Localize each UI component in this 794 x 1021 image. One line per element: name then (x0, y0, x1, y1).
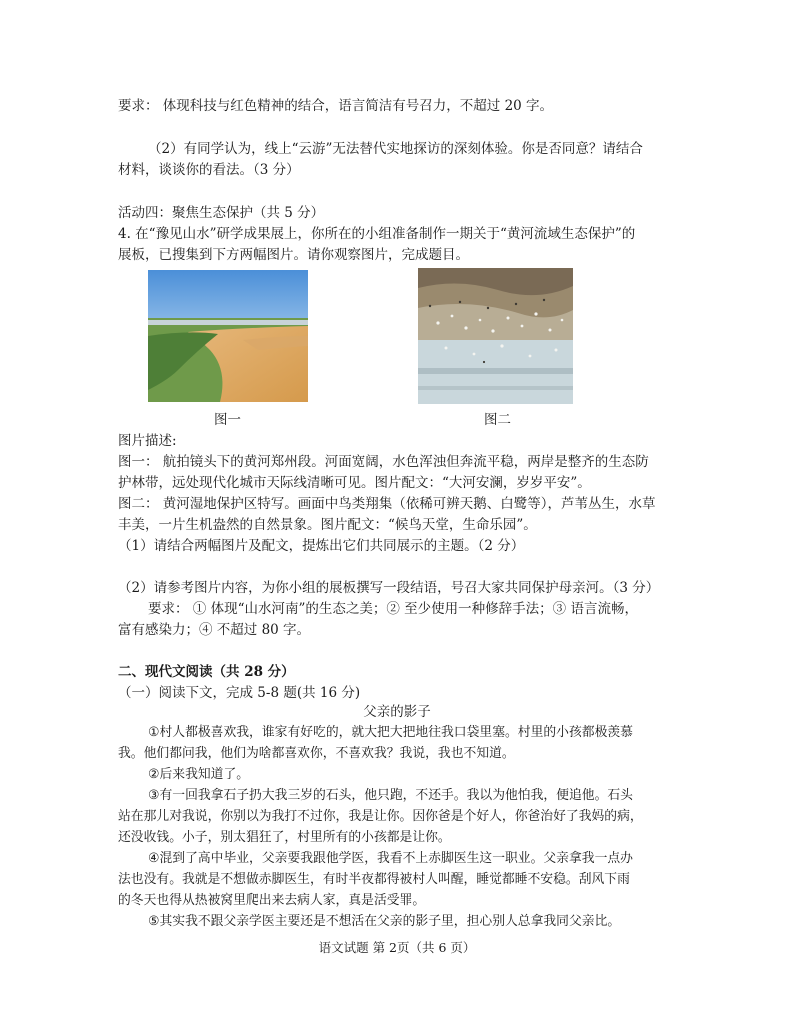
page-footer: 语文试题 第 2页（共 6 页） (318, 940, 476, 955)
question-line: （2）请参考图片内容，为你小组的展板撰写一段结语，号召大家共同保护母亲河。（3 分） (118, 580, 660, 596)
activity-heading: 活动四：聚焦生态保护（共 5 分） (118, 205, 325, 221)
description-heading: 图片描述: (118, 433, 177, 449)
article-paragraph: ③有一回我拿石子扔大我三岁的石头，他只跑，不还手。我以为他怕我，便追他。石头 (148, 788, 633, 803)
article-paragraph: 的冬天也得从热被窝里爬出来去病人家，真是活受罪。 (118, 893, 426, 908)
description-line: 图二： 黄河湿地保护区特写。画面中鸟类翔集（依稀可辨天鹅、白鹭等），芦苇丛生，水草 (118, 496, 656, 512)
article-paragraph: 还没收钱。小子，别太猖狂了，村里所有的小孩都是让你。 (118, 830, 451, 845)
description-line: 丰美，一片生机盎然的自然景象。图片配文：“候鸟天堂，生命乐园”。 (118, 517, 537, 533)
figure-1-image (148, 270, 308, 402)
subsection-heading: （一）阅读下文，完成 5-8 题(共 16 分) (118, 685, 361, 701)
question-line: 材料，谈谈你的看法。（3 分） (118, 162, 300, 178)
figure-2-caption: 图二 (484, 412, 511, 428)
question-line: （1）请结合两幅图片及配文，提炼出它们共同展示的主题。（2 分） (118, 538, 525, 554)
figure-1-caption: 图一 (214, 412, 241, 428)
article-paragraph: ①村人都极喜欢我，谁家有好吃的，就大把大把地往我口袋里塞。村里的小孩都极羡慕 (148, 725, 633, 740)
article-paragraph: 法也没有。我就是不想做赤脚医生，有时半夜都得被村人叫醒，睡觉都睡不安稳。刮风下雨 (118, 872, 630, 887)
article-paragraph: ②后来我知道了。 (148, 767, 250, 782)
description-line: 图一： 航拍镜头下的黄河郑州段。河面宽阔，水色浑浊但奔流平稳，两岸是整齐的生态防 (118, 454, 649, 470)
figure-2-image (418, 268, 573, 404)
description-line: 护林带，远处现代化城市天际线清晰可见。图片配文：“大河安澜，岁岁平安”。 (118, 475, 591, 491)
question-line: 4. 在“豫见山水”研学成果展上，你所在的小组准备制作一期关于“黄河流域生态保护”的 (118, 226, 636, 242)
question-line: （2）有同学认为，线上“云游”无法替代实地探访的深刻体验。你是否同意？请结合 (148, 141, 643, 157)
requirement-line: 要求： 体现科技与红色精神的结合，语言简洁有号召力，不超过 20 字。 (118, 98, 554, 114)
article-paragraph: 站在那儿对我说，你别以为我打不过你，我是让你。因你爸是个好人，你爸治好了我妈的病， (118, 809, 643, 824)
article-title: 父亲的影子 (363, 704, 431, 720)
section-heading: 二、现代文阅读（共 28 分） (118, 664, 295, 680)
question-line: 展板，已搜集到下方两幅图片。请你观察图片，完成题目。 (118, 247, 469, 263)
article-paragraph: 我。他们都问我，他们为啥都喜欢你，不喜欢我？我说，我也不知道。 (118, 746, 515, 761)
article-paragraph: ⑤其实我不跟父亲学医主要还是不想活在父亲的影子里，担心别人总拿我同父亲比。 (148, 914, 621, 929)
article-paragraph: ④混到了高中毕业，父亲要我跟他学医，我看不上赤脚医生这一职业。父亲拿我一点办 (148, 851, 633, 866)
requirement-line: 要求： ① 体现“山水河南”的生态之美；② 至少使用一种修辞手法；③ 语言流畅， (148, 601, 638, 617)
requirement-line: 富有感染力；④ 不超过 80 字。 (118, 622, 311, 638)
